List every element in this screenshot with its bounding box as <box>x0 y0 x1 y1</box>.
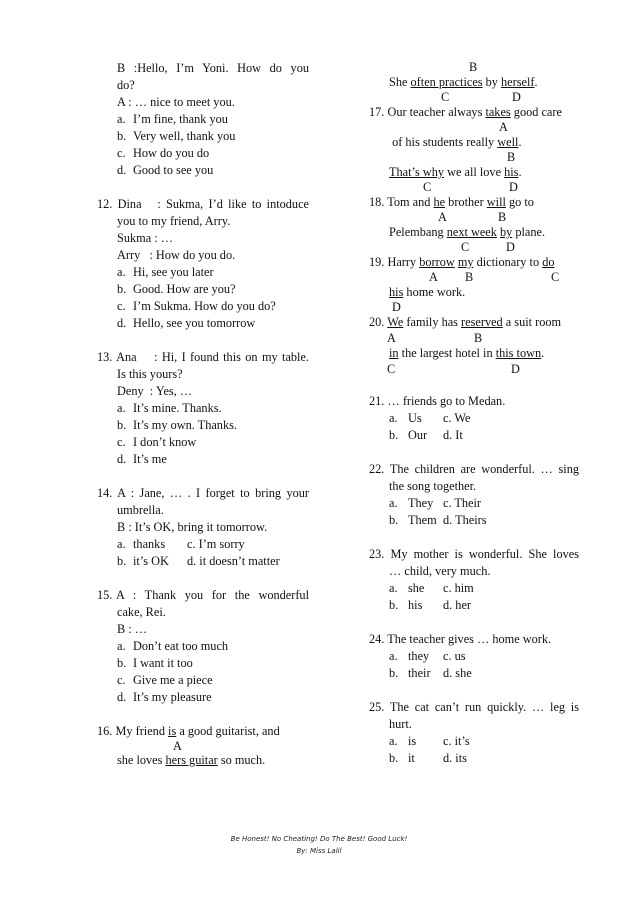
q13-option-c[interactable]: c. I don’t know <box>117 435 197 449</box>
q11-line-2: do? <box>117 78 135 92</box>
q17-mark-a: A <box>499 120 508 134</box>
q18-underlined-d: by <box>500 225 513 239</box>
q23-line-2: … child, very much. <box>389 564 491 578</box>
q17-mark-c: C <box>423 180 432 194</box>
q16-underlined-a: is <box>168 724 177 738</box>
q12-option-d[interactable]: d. Hello, see you tomorrow <box>117 316 256 330</box>
q11-option-d[interactable]: d. Good to see you <box>117 163 214 177</box>
q19-underlined-b: my <box>457 255 474 269</box>
q15-line-1: 15. A : Thank you for the wonderful <box>97 588 309 602</box>
q19-underlined-c: do <box>542 255 555 269</box>
q13-line-2: Is this yours? <box>117 367 183 381</box>
q21-line-1: 21. … friends go to Medan. <box>369 394 506 408</box>
q16-underlined-c: often practices <box>410 75 483 89</box>
q17-underlined-b: well <box>497 135 519 149</box>
q24-option-row-2[interactable]: b. their d. she <box>389 666 472 680</box>
q12-line-4: Arry : How do you do. <box>117 248 236 262</box>
q21-option-row-2[interactable]: b. Our d. It <box>389 428 463 442</box>
q23-option-row-1[interactable]: a. she c. him <box>389 581 474 595</box>
question-18 <box>369 194 579 254</box>
q18-mark-a: A <box>438 210 447 224</box>
q17-underlined-a: takes <box>485 105 511 119</box>
q13-line-3: Deny : Yes, … <box>117 384 193 398</box>
q18-mark-c: C <box>461 240 470 254</box>
q16-line-3: She often practices by herself. <box>389 75 538 89</box>
q15-line-3: B : … <box>117 622 148 636</box>
q15-option-a[interactable]: a. Don’t eat too much <box>117 639 229 653</box>
q18-mark-b: B <box>498 210 507 224</box>
q20-mark-a: A <box>387 331 396 345</box>
question-19 <box>369 254 579 314</box>
q17-mark-d: D <box>509 180 518 194</box>
q18-underlined-b: will <box>486 195 506 209</box>
q16-underlined-b: hers guitar <box>165 753 218 767</box>
q11-line-1: B :Hello, I’m Yoni. How do you <box>117 61 309 75</box>
q20-underlined-c: in <box>389 346 399 360</box>
q18-line-2: Pelembang next week by plane. <box>389 225 546 239</box>
q18-line-1: 18. Tom and he brother will go to <box>369 195 534 209</box>
q23-option-row-2[interactable]: b. his d. her <box>389 598 471 612</box>
question-22 <box>369 461 579 529</box>
q20-line-2: in the largest hotel in this town. <box>389 346 545 360</box>
q13-option-a[interactable]: a. It’s mine. Thanks. <box>117 401 222 415</box>
question-16 <box>97 723 309 769</box>
q22-option-row-2[interactable]: b. Them d. Theirs <box>389 513 487 527</box>
question-15 <box>97 587 309 706</box>
q13-option-d[interactable]: d. It’s me <box>117 452 167 466</box>
right-column <box>369 60 579 767</box>
q11-option-c[interactable]: c. How do you do <box>117 146 210 160</box>
question-16-continued <box>369 60 579 104</box>
q25-line-2: hurt. <box>389 717 412 731</box>
q14-option-row-2[interactable]: b. it’s OK d. it doesn’t matter <box>117 554 280 568</box>
q25-line-1: 25. The cat can’t run quickly. … leg is <box>369 700 579 714</box>
left-column <box>97 60 309 769</box>
question-20 <box>369 314 579 376</box>
q16-mark-c: C <box>441 90 450 104</box>
q18-mark-d: D <box>506 240 515 254</box>
q20-underlined-d: this town <box>495 346 542 360</box>
q25-option-row-2[interactable]: b. it d. its <box>389 751 467 765</box>
q11-option-b[interactable]: b. Very well, thank you <box>117 129 236 143</box>
question-11 <box>97 60 309 179</box>
q11-line-3: A : … nice to meet you. <box>117 95 235 109</box>
q13-line-1: 13. Ana : Hi, I found this on my table. <box>97 350 309 364</box>
q15-line-2: cake, Rei. <box>117 605 166 619</box>
q22-option-row-1[interactable]: a. They c. Their <box>389 496 482 510</box>
q16-line-2: she loves hers guitar so much. <box>117 753 266 767</box>
page-footer <box>0 833 638 857</box>
q14-line-2: umbrella. <box>117 503 164 517</box>
q18-underlined-a: he <box>433 195 446 209</box>
q20-underlined-b: reserved <box>461 315 503 329</box>
q19-line-1: 19. Harry borrow my dictionary to do <box>369 255 555 269</box>
q16-mark-a: A <box>173 739 182 753</box>
footer-motto: Be Honest! No Cheating! Do The Best! Good Luck! <box>230 835 408 843</box>
q16-line-1: 16. My friend is a good guitarist, and <box>97 724 280 738</box>
q22-line-2: the song together. <box>389 479 477 493</box>
q15-option-d[interactable]: d. It’s my pleasure <box>117 690 212 704</box>
q23-line-1: 23. My mother is wonderful. She loves <box>369 547 579 561</box>
q21-option-row-1[interactable]: a. Us c. We <box>389 411 471 425</box>
q20-mark-d: D <box>511 362 520 376</box>
q15-option-c[interactable]: c. Give me a piece <box>117 673 213 687</box>
q19-mark-b: B <box>465 270 474 284</box>
q12-option-b[interactable]: b. Good. How are you? <box>117 282 236 296</box>
question-25 <box>369 699 579 767</box>
question-23 <box>369 546 579 614</box>
q24-line-1: 24. The teacher gives … home work. <box>369 632 552 646</box>
q19-mark-d: D <box>392 300 401 314</box>
q19-underlined-a: borrow <box>419 255 455 269</box>
q19-mark-a: A <box>429 270 438 284</box>
q22-line-1: 22. The children are wonderful. … sing <box>369 462 579 476</box>
q16-underlined-d: herself <box>501 75 535 89</box>
q20-mark-b: B <box>474 331 483 345</box>
question-13 <box>97 349 309 468</box>
q13-option-b[interactable]: b. It’s my own. Thanks. <box>117 418 237 432</box>
question-12 <box>97 196 309 332</box>
q17-mark-b: B <box>507 150 516 164</box>
q12-option-a[interactable]: a. Hi, see you later <box>117 265 214 279</box>
footer-author: By: Miss Lalil <box>296 847 342 855</box>
q15-option-b[interactable]: b. I want it too <box>117 656 193 670</box>
question-24 <box>369 631 579 682</box>
q12-line-2: you to my friend, Arry. <box>117 214 231 228</box>
question-21 <box>369 393 579 444</box>
q17-underlined-c: That’s why <box>389 165 444 179</box>
q20-line-1: 20. We family has reserved a suit room <box>369 315 562 329</box>
q24-option-row-1[interactable]: a. they c. us <box>389 649 466 663</box>
q16-mark-d: D <box>512 90 521 104</box>
q16-mark-b: B <box>469 60 478 74</box>
q12-option-c[interactable]: c. I’m Sukma. How do you do? <box>117 299 276 313</box>
q18-underlined-c: next week <box>446 225 497 239</box>
q17-underlined-d: his <box>504 165 519 179</box>
q14-line-1: 14. A : Jane, … . I forget to bring your <box>97 486 309 500</box>
q19-underlined-d: his <box>389 285 404 299</box>
question-17 <box>369 104 579 194</box>
q17-line-3: That’s why we all love his. <box>389 165 522 179</box>
q17-line-2: of his students really well. <box>389 135 522 149</box>
q25-option-row-1[interactable]: a. is c. it’s <box>389 734 470 748</box>
q11-option-a[interactable]: a. I’m fine, thank you <box>117 112 228 126</box>
q20-underlined-a: We <box>387 315 404 329</box>
q14-option-row-1[interactable]: a. thanks c. I’m sorry <box>117 537 245 551</box>
q19-mark-c: C <box>551 270 560 284</box>
question-14 <box>97 485 309 570</box>
q14-line-3: B : It’s OK, bring it tomorrow. <box>117 520 268 534</box>
q12-line-3: Sukma : … <box>117 231 174 245</box>
q12-line-1: 12. Dina : Sukma, I’d like to intoduce <box>97 197 309 211</box>
q17-line-1: 17. Our teacher always takes good care <box>369 105 562 119</box>
q19-line-2: his home work. <box>389 285 466 299</box>
q20-mark-c: C <box>387 362 396 376</box>
